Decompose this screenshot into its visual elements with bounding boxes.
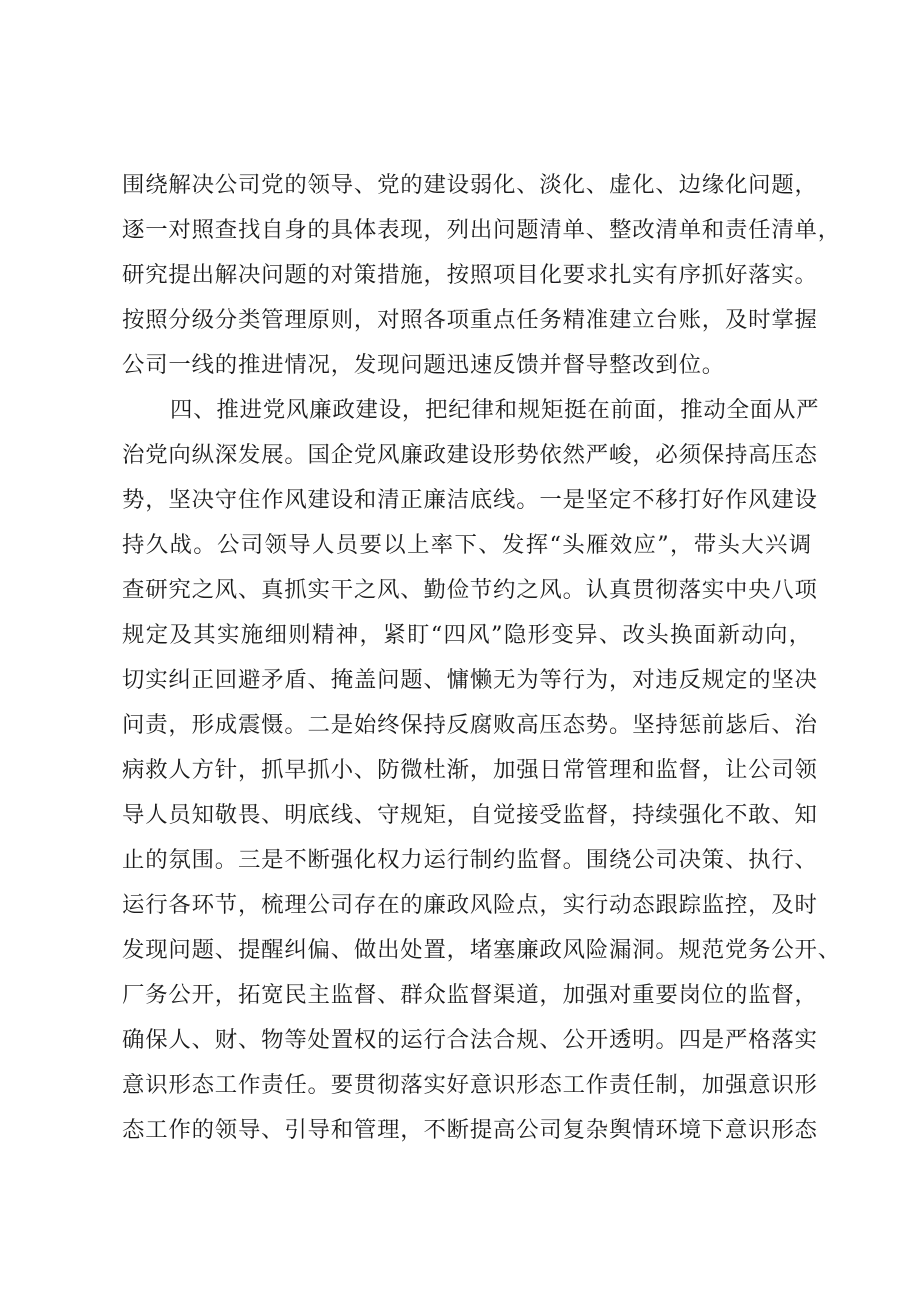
text-line: 运行各环节，梳理公司存在的廉政风险点，实行动态跟踪监控，及时 [122,892,818,918]
text-line: 发现问题、提醒纠偏、做出处置，堵塞廉政风险漏洞。规范党务公开、 [122,937,841,963]
section-heading-line: 四、推进党风廉政建设，把纪律和规矩挺在前面，推动全面从严 [170,397,820,423]
paragraph-section-four [122,388,841,1198]
text-line: 病救人方针，抓早抓小、防微杜渐，加强日常管理和监督，让公司领 [122,757,818,783]
text-line: 逐一对照查找自身的具体表现，列出问题清单、整改清单和责任清单， [122,217,841,243]
text-line: 按照分级分类管理原则，对照各项重点任务精准建立台账，及时掌握 [122,307,818,333]
text-line: 确保人、财、物等处置权的运行合法合规、公开透明。四是严格落实 [122,1027,818,1053]
text-line: 研究提出解决问题的对策措施，按照项目化要求扎实有序抓好落实。 [122,262,818,288]
text-line: 公司一线的推进情况，发现问题迅速反馈并督导整改到位。 [122,352,725,378]
text-line: 势，坚决守住作风建设和清正廉洁底线。一是坚定不移打好作风建设 [122,487,818,513]
text-line: 围绕解决公司党的领导、党的建设弱化、淡化、虚化、边缘化问题， [122,172,818,198]
text-line [122,1153,812,1198]
text-line: 导人员知敬畏、明底线、守规矩，自觉接受监督，持续强化不敢、知 [122,802,818,828]
text-line: 意识形态工作责任。要贯彻落实好意识形态工作责任制，加强意识形 [122,1072,818,1098]
text-line: 切实纠正回避矛盾、掩盖问题、慵懒无为等行为，对违反规定的坚决 [122,667,818,693]
text-line: 治党向纵深发展。国企党风廉政建设形势依然严峻，必须保持高压态 [122,442,818,468]
text-line: 持久战。公司领导人员要以上率下、发挥“头雁效应”，带头大兴调 [122,532,812,558]
paragraph-party-leadership [122,163,841,388]
text-line: 厂务公开，拓宽民主监督、群众监督渠道，加强对重要岗位的监督， [122,982,818,1008]
text-line: 查研究之风、真抓实干之风、勤俭节约之风。认真贯彻落实中央八项 [122,577,818,603]
text-line: 止的氛围。三是不断强化权力运行制约监督。围绕公司决策、执行、 [122,847,818,873]
text-line: 问责，形成震慑。二是始终保持反腐败高压态势。坚持惩前毖后、治 [122,712,818,738]
text-line: 规定及其实施细则精神，紧盯“四风”隐形变异、改头换面新动向， [122,622,812,648]
document-body [122,163,841,1198]
text-line: 态工作的领导、引导和管理，不断提高公司复杂舆情环境下意识形态 [122,1117,818,1143]
